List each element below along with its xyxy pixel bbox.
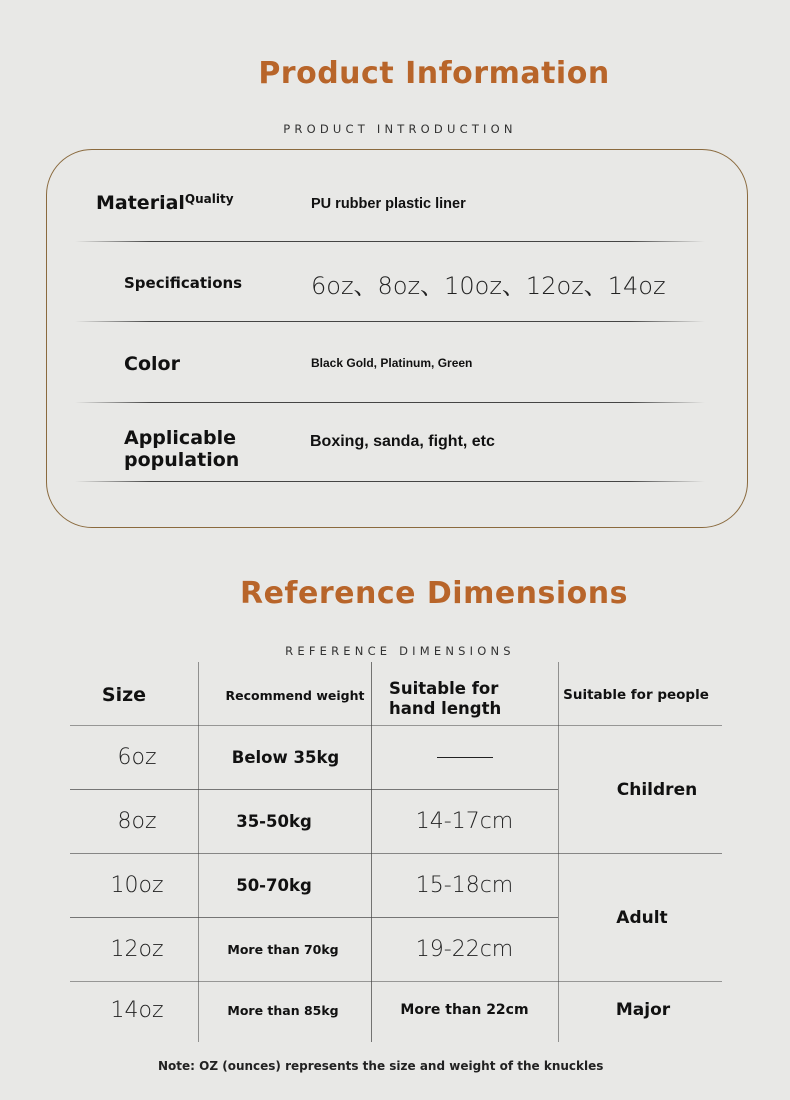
table-row-size: 12oz: [110, 937, 164, 962]
specifications-label: Specifications: [124, 274, 243, 292]
material-value: PU rubber plastic liner: [311, 196, 466, 212]
table-row-hand: [371, 726, 558, 789]
product-info-card: [46, 149, 748, 528]
footnote: Note: OZ (ounces) represents the size and weight of the knuckles: [158, 1059, 604, 1073]
table-row-weight: 35-50kg: [236, 812, 312, 831]
info-divider: [75, 481, 705, 482]
group-adult: Adult: [616, 907, 668, 928]
applicable-label-line2: population: [124, 449, 240, 471]
applicable-label-line1: Applicable: [124, 427, 237, 449]
table-row-size: 6oz: [117, 745, 157, 770]
reference-dimensions-table: [70, 662, 722, 1042]
color-value: Black Gold, Platinum, Green: [311, 356, 473, 370]
info-divider: [75, 402, 705, 403]
product-information-title: Product Information: [258, 56, 610, 91]
header-size: Size: [101, 684, 147, 706]
table-row-size: 8oz: [117, 809, 157, 834]
header-hand-line2: hand length: [389, 699, 502, 718]
table-row-hand: 14-17cm: [415, 809, 514, 834]
header-hand-line1: Suitable for: [389, 679, 499, 698]
table-row-hand: 19-22cm: [415, 937, 514, 962]
empty-dash: [437, 757, 493, 758]
table-row-weight: Below 35kg: [231, 748, 340, 767]
applicable-population-value: Boxing, sanda, fight, etc: [310, 433, 495, 450]
table-row-hand: More than 22cm: [400, 1002, 529, 1018]
header-recommend-weight: Recommend weight: [225, 687, 365, 703]
table-row-weight: 50-70kg: [236, 876, 312, 895]
specifications-value: 6oz、8oz、10oz、12oz、14oz: [311, 272, 666, 300]
info-divider: [75, 241, 705, 242]
product-introduction-subtitle: PRODUCT INTRODUCTION: [283, 122, 517, 136]
reference-dimensions-title: Reference Dimensions: [239, 576, 629, 611]
table-row-size: 14oz: [110, 997, 164, 1023]
material-label: [96, 192, 234, 214]
table-row-weight: More than 85kg: [227, 1002, 339, 1018]
table-row-weight: More than 70kg: [227, 942, 339, 957]
material-label-sup: Quality: [184, 192, 234, 206]
header-suitable-people: Suitable for people: [563, 687, 709, 703]
group-major: Major: [615, 1000, 671, 1020]
table-row-hand: 15-18cm: [415, 873, 514, 898]
color-label: Color: [124, 353, 180, 375]
info-divider: [75, 321, 705, 322]
material-label-main: Material: [96, 192, 185, 214]
table-row-size: 10oz: [110, 873, 164, 898]
applicable-population-label: [124, 427, 239, 471]
group-children: Children: [616, 779, 698, 800]
reference-dimensions-subtitle: REFERENCE DIMENSIONS: [285, 644, 515, 658]
header-hand-length: [371, 676, 569, 722]
